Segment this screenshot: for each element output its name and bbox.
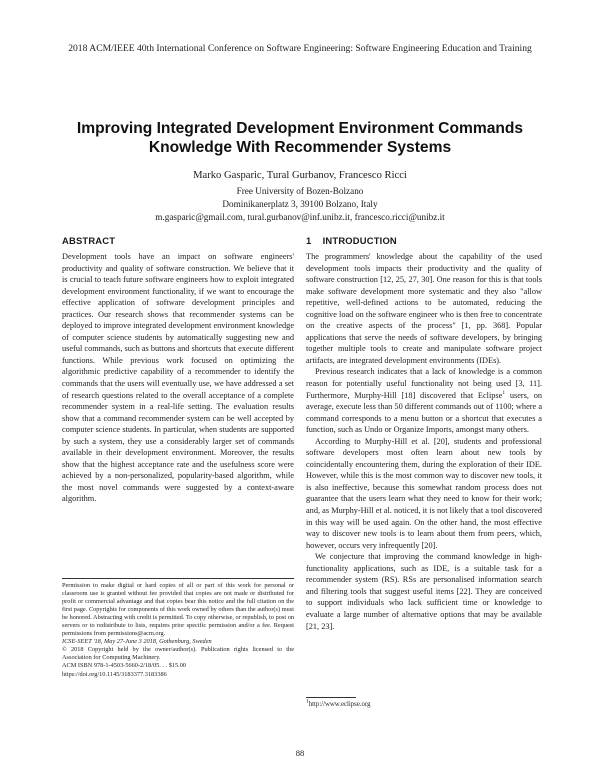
page-number: 88 [295,748,305,758]
introduction-section [306,235,542,632]
title-line-2: Knowledge With Recommender Systems [148,139,452,156]
permission-text: Permission to make digital or hard copies of all or part of this work for personal or classroom use is granted without fee provided that copies are not made or distributed for profit or commercial advantage and that copies bear this notice and the full citation on the first page. Copyrights for components of this work owned by others than the author(s) must be honored. Abstracting with credit is permitted. To copy otherwise, or republish, to post on servers or to redistribute to lists, requires prior specific permission and/or a fee. Request permissions from permissions@acm.org. [62,582,294,638]
footnote-marker: 1 [502,389,506,396]
permission-block [62,578,294,679]
abstract-text [62,251,294,505]
introduction-heading: 1 INTRODUCTION [306,235,397,246]
copyright-notice: © 2018 Copyright held by the owner/author(s). Publication rights licensed to the Association for Computing Machinery. [62,646,294,662]
address: Dominikanerplatz 3, 39100 Bolzano, Italy [222,199,378,209]
affiliation: Free University of Bozen-Bolzano [236,186,364,196]
abstract-paragraph: Development tools have an impact on software engineers' productivity and quality of software construction. We believe that it is crucial to teach future software engineers how to exploit integrated development environment functionality, if we want to encourage the effective application of software development principles and practices. Our research shows that recommender systems can be deployed to improve integrated development environment knowledge of computer science students by automatically suggesting new and useful commands, such as buttons and shortcuts that execute different functions. While previous work focused on optimizing the algorithmic predictive capability of a recommender to identify the commands that the users will eventually use, we have addressed a set of research questions related to the overall acceptance of a complete recommender system in a real-life setting. The evaluation results show that a command recommender system can be well accepted by computer science students. In particular, when students are supported by such a system, they use a considerably larger set of commands available in their development environment. Moreover, the results show that the highest acceptance rate and the usefulness score were achieved by a non-personalized, popularity-based algorithm, while the most novel commands were suggested by a context-aware algorithm. [62,252,294,504]
introduction-text [306,251,542,632]
footnote-url[interactable]: http://www.eclipse.org [308,701,371,708]
isbn: ACM ISBN 978-1-4503-5660-2/18/05. . . $15.00 [62,662,187,670]
title-line-1: Improving Integrated Development Environment Commands [76,120,524,137]
author-emails: m.gasparic@gmail.com, tural.gurbanov@inf.unibz.it, francesco.ricci@unibz.it [155,212,445,222]
conference-info: ICSE-SEET '18, May 27-June 3 2018, Gothenburg, Sweden [62,638,212,646]
paper-title [40,119,560,157]
abstract-section [62,235,294,505]
conference-header: 2018 ACM/IEEE 40th International Conference on Software Engineering: Software Engineering Education and Training [68,43,532,54]
footnote-number: 1 [306,698,309,705]
doi-link[interactable]: https://doi.org/10.1145/3183377.3183386 [62,670,167,678]
abstract-heading: ABSTRACT [62,235,116,246]
intro-paragraph-1: The programmers' knowledge about the capability of the used development tools impacts their productivity and the quality of software construction [12, 25, 27, 30]. One reason for this is that tools make software development more systematic and they also "allow repetitive, well-defined actions to be automated, reducing the cognitive load on the software engineer who is then free to concentrate on the creative aspects of the process" [1, pp. 368]. Popular applications that serve the needs of software developers, by bringing together multiple tools to create and manipulate software project artifacts, are integrated development environments (IDEs). [306,252,542,365]
intro-paragraph-3: According to Murphy-Hill et al. [20], students and professional software developers most often learn about new tools by coincidentally encountering them, during the exploration of their IDE. However, while this is the most common way to discover new tools, it is also ineffective, because this somewhat random process does not guarantee that the users learn what they need to know for their work; and, as Murphy-Hill et al. noticed, it is not likely that a tool discovered in this way will be used again. On the other hand, the most effective way to discover new tools is to learn about them from peers, which, however, occurs very infrequently [20]. [306,436,542,550]
intro-paragraph-4: We conjecture that improving the command knowledge in high-functionality applications, such as IDE, is a suitable task for a recommender system (RS). RSs are personalised information search and filtering tools that suggest useful items [22]. They are conceived to support individuals who lack sufficient time or knowledge to evaluate a large number of alternative options that may be available [21, 23]. [306,552,542,631]
permission-divider [62,578,294,579]
author-list: Marko Gasparic, Tural Gurbanov, Francesco Ricci [193,170,407,181]
footnote [306,697,542,708]
footnote-divider [306,697,356,698]
intro-paragraph-2: Previous research indicates that a lack of knowledge is a common reason for potentially useful functionality not being used [3, 11]. Furthermore, Murphy-Hill [18] discovered that Eclipse$^1$ users, on average, execute less than 50 different commands out of 1100; where a command corresponds to a menu button or a shortcut that executes a function, such as Undo or Organize Imports, amongst many others. [306,367,542,435]
